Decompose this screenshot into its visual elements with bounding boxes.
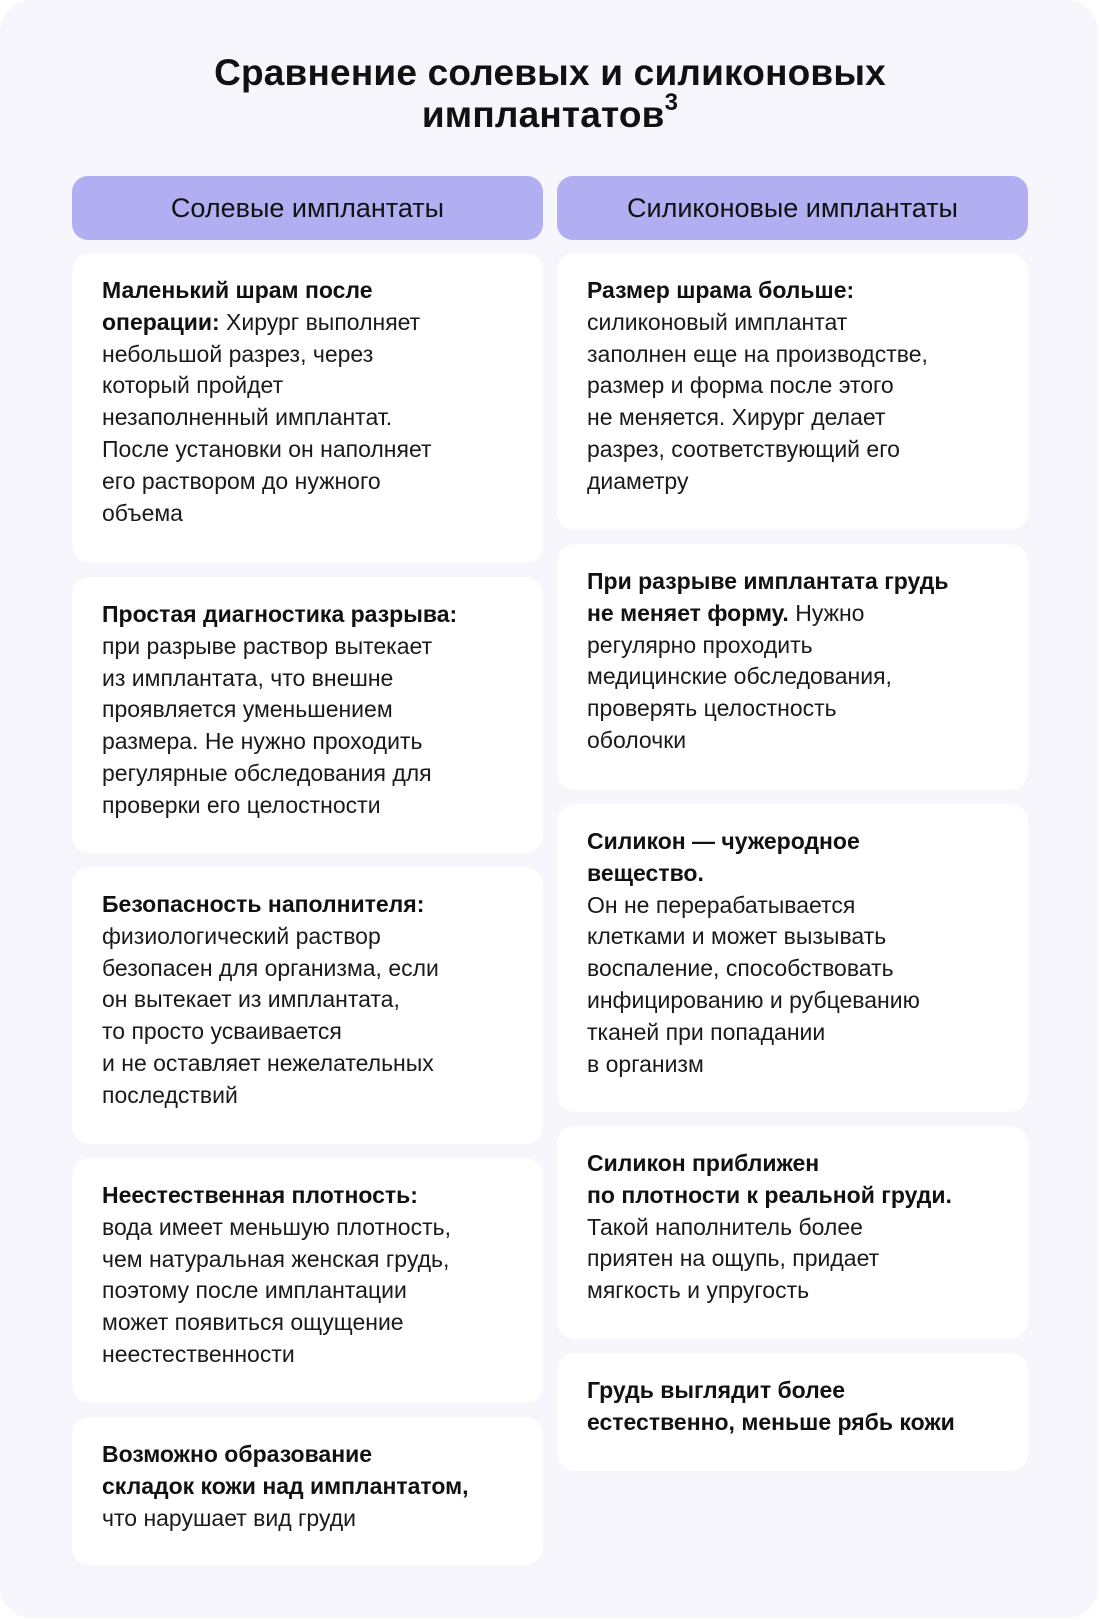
- card-text-line: [102, 984, 515, 1016]
- card-text-line: [587, 339, 1000, 371]
- card-text-line: [587, 725, 1000, 757]
- card-heading-text: Размер шрама больше:: [587, 277, 855, 303]
- card-body-text: в организм: [587, 1050, 704, 1077]
- card-body-text: регулярные обследования для: [102, 759, 432, 786]
- card-text-line: [587, 630, 1000, 662]
- card-body-text: что нарушает вид груди: [102, 1504, 356, 1531]
- card-text-line: [102, 1080, 515, 1112]
- card-body-text: клетками и может вызывать: [587, 923, 887, 950]
- card-text-line: [587, 1275, 1000, 1307]
- card-body-text: заполнен еще на производстве,: [587, 340, 928, 367]
- card-body-text: физиологический раствор: [102, 922, 381, 949]
- card-text-line: [102, 434, 515, 466]
- card-text-line: [587, 370, 1000, 402]
- card-text-line: [587, 693, 1000, 725]
- card-body-text: Такой наполнитель более: [587, 1213, 863, 1240]
- silicone-card: [557, 1353, 1028, 1471]
- card-text-line: [102, 921, 515, 953]
- card-text-line: [102, 889, 515, 921]
- card-text-line: [102, 339, 515, 371]
- silicone-card: [557, 804, 1028, 1112]
- card-text-line: [102, 1439, 515, 1471]
- card-body-text: незаполненный имплантат.: [102, 404, 393, 431]
- card-body-text: приятен на ощупь, придает: [587, 1245, 880, 1272]
- card-heading-text: не меняет форму.: [587, 599, 789, 626]
- card-text-line: [587, 826, 1000, 858]
- card-body-text: и не оставляет нежелательных: [102, 1049, 434, 1076]
- page-title: [0, 52, 1100, 136]
- card-body-text: оболочки: [587, 726, 687, 753]
- card-text-line: [587, 466, 1000, 498]
- card-text-line: [587, 953, 1000, 985]
- card-body-text: чем натуральная женская грудь,: [102, 1245, 450, 1272]
- card-body-text: безопасен для организма, если: [102, 954, 439, 981]
- card-text-line: [102, 1471, 515, 1503]
- card-body-text: размер и форма после этого: [587, 372, 894, 399]
- card-heading-text: естественно, меньше рябь кожи: [587, 1408, 955, 1435]
- card-body-text: последствий: [102, 1081, 238, 1108]
- card-text-line: [587, 402, 1000, 434]
- silicone-column-header: Силиконовые имплантаты: [557, 176, 1028, 240]
- card-body-text: то просто усваивается: [102, 1018, 342, 1045]
- card-body-text: воспаление, способствовать: [587, 955, 894, 982]
- card-text-line: [587, 1375, 1000, 1407]
- card-text-line: [102, 498, 515, 530]
- card-body-text: объема: [102, 499, 183, 526]
- card-heading-text: вещество.: [587, 859, 704, 886]
- card-text-line: [102, 1339, 515, 1371]
- card-body-text: который пройдет: [102, 372, 284, 399]
- card-text-line: [102, 599, 515, 631]
- card-body-text: мягкость и упругость: [587, 1277, 810, 1304]
- card-text-line: [102, 1307, 515, 1339]
- card-body-text: проверять целостность: [587, 695, 837, 722]
- card-heading-text: операции:: [102, 308, 220, 335]
- silicone-card-list: [557, 253, 1028, 1471]
- card-text-line: [587, 1049, 1000, 1081]
- card-heading-text: Силикон — чужеродное: [587, 828, 860, 854]
- card-text-line: [587, 890, 1000, 922]
- card-body-text: диаметру: [587, 467, 689, 494]
- card-text-line: [587, 858, 1000, 890]
- card-heading-text: по плотности к реальной груди.: [587, 1181, 952, 1208]
- card-text-line: [102, 466, 515, 498]
- card-body-text: регулярно проходить: [587, 631, 813, 658]
- card-heading-text: Неестественная плотность:: [102, 1182, 418, 1208]
- saline-card: [72, 867, 543, 1144]
- saline-column-header: Солевые имплантаты: [72, 176, 543, 240]
- card-text-line: [102, 1503, 515, 1535]
- card-text-line: [102, 953, 515, 985]
- card-text-line: [102, 1016, 515, 1048]
- card-body-text: силиконовый имплантат: [587, 308, 848, 335]
- card-text-line: [102, 1244, 515, 1276]
- card-text-line: [587, 307, 1000, 339]
- saline-card: [72, 253, 543, 563]
- card-text-line: [587, 661, 1000, 693]
- silicone-card: [557, 253, 1028, 530]
- card-text-line: [587, 985, 1000, 1017]
- silicone-card: [557, 1126, 1028, 1339]
- card-text-line: [587, 1017, 1000, 1049]
- card-text-line: [587, 921, 1000, 953]
- saline-column: [72, 176, 543, 1579]
- saline-card: [72, 577, 543, 853]
- card-body-text: медицинские обследования,: [587, 663, 892, 690]
- saline-card: [72, 1158, 543, 1403]
- card-text-line: [587, 598, 1000, 630]
- card-text-line: [587, 1212, 1000, 1244]
- card-text-line: [587, 1407, 1000, 1439]
- card-heading-text: Безопасность наполнителя:: [102, 891, 425, 917]
- silicone-column: [557, 176, 1028, 1485]
- card-heading-text: При разрыве имплантата грудь: [587, 568, 949, 594]
- saline-card: [72, 1417, 543, 1565]
- card-body-text: проявляется уменьшением: [102, 696, 393, 723]
- card-text-line: [102, 631, 515, 663]
- card-heading-text: Простая диагностика разрыва:: [102, 601, 458, 627]
- card-text-line: [587, 434, 1000, 466]
- card-body-text: тканей при попадании: [587, 1018, 826, 1045]
- card-heading-text: складок кожи над имплантатом,: [102, 1472, 469, 1499]
- saline-card-list: [72, 253, 543, 1565]
- card-text-line: [587, 566, 1000, 598]
- title-footnote-marker: 3: [664, 88, 679, 116]
- card-heading-text: Маленький шрам после: [102, 277, 373, 303]
- card-heading-text: Возможно образование: [102, 1441, 373, 1467]
- card-body-text: инфицированию и рубцеванию: [587, 986, 920, 1013]
- card-text-line: [102, 1180, 515, 1212]
- card-text-line: [102, 1212, 515, 1244]
- card-text-line: [587, 1243, 1000, 1275]
- card-text-line: [587, 1148, 1000, 1180]
- card-body-text: вода имеет меньшую плотность,: [102, 1213, 451, 1240]
- card-text-line: [102, 1275, 515, 1307]
- card-text-line: [102, 758, 515, 790]
- card-body-text: поэтому после имплантации: [102, 1277, 407, 1304]
- card-text-line: [102, 663, 515, 695]
- card-body-text: из имплантата, что внешне: [102, 664, 394, 691]
- card-body-text: Нужно: [788, 599, 865, 626]
- card-body-text: его раствором до нужного: [102, 467, 381, 494]
- card-body-text: Он не перерабатывается: [587, 891, 856, 918]
- card-text-line: [102, 790, 515, 822]
- card-text-line: [102, 275, 515, 307]
- card-body-text: небольшой разрез, через: [102, 340, 374, 367]
- card-body-text: Хирург выполняет: [219, 308, 421, 335]
- card-text-line: [587, 275, 1000, 307]
- card-text-line: [102, 370, 515, 402]
- card-body-text: при разрыве раствор вытекает: [102, 632, 433, 659]
- silicone-card: [557, 544, 1028, 790]
- card-body-text: После установки он наполняет: [102, 435, 432, 462]
- card-heading-text: Силикон приближен: [587, 1150, 820, 1176]
- card-body-text: неестественности: [102, 1340, 295, 1367]
- card-text-line: [102, 1048, 515, 1080]
- title-line-2: имплантатов: [421, 94, 665, 135]
- card-text-line: [102, 726, 515, 758]
- card-text-line: [102, 402, 515, 434]
- card-heading-text: Грудь выглядит более: [587, 1377, 846, 1403]
- card-body-text: он вытекает из имплантата,: [102, 986, 400, 1013]
- card-body-text: может появиться ощущение: [102, 1309, 404, 1336]
- title-line-1: Сравнение солевых и силиконовых: [214, 52, 886, 93]
- card-text-line: [102, 694, 515, 726]
- card-text-line: [102, 307, 515, 339]
- card-body-text: проверки его целостности: [102, 791, 381, 818]
- card-text-line: [587, 1180, 1000, 1212]
- card-body-text: размера. Не нужно проходить: [102, 728, 423, 755]
- card-body-text: разрез, соответствующий его: [587, 435, 900, 462]
- card-body-text: не меняется. Хирург делает: [587, 404, 886, 431]
